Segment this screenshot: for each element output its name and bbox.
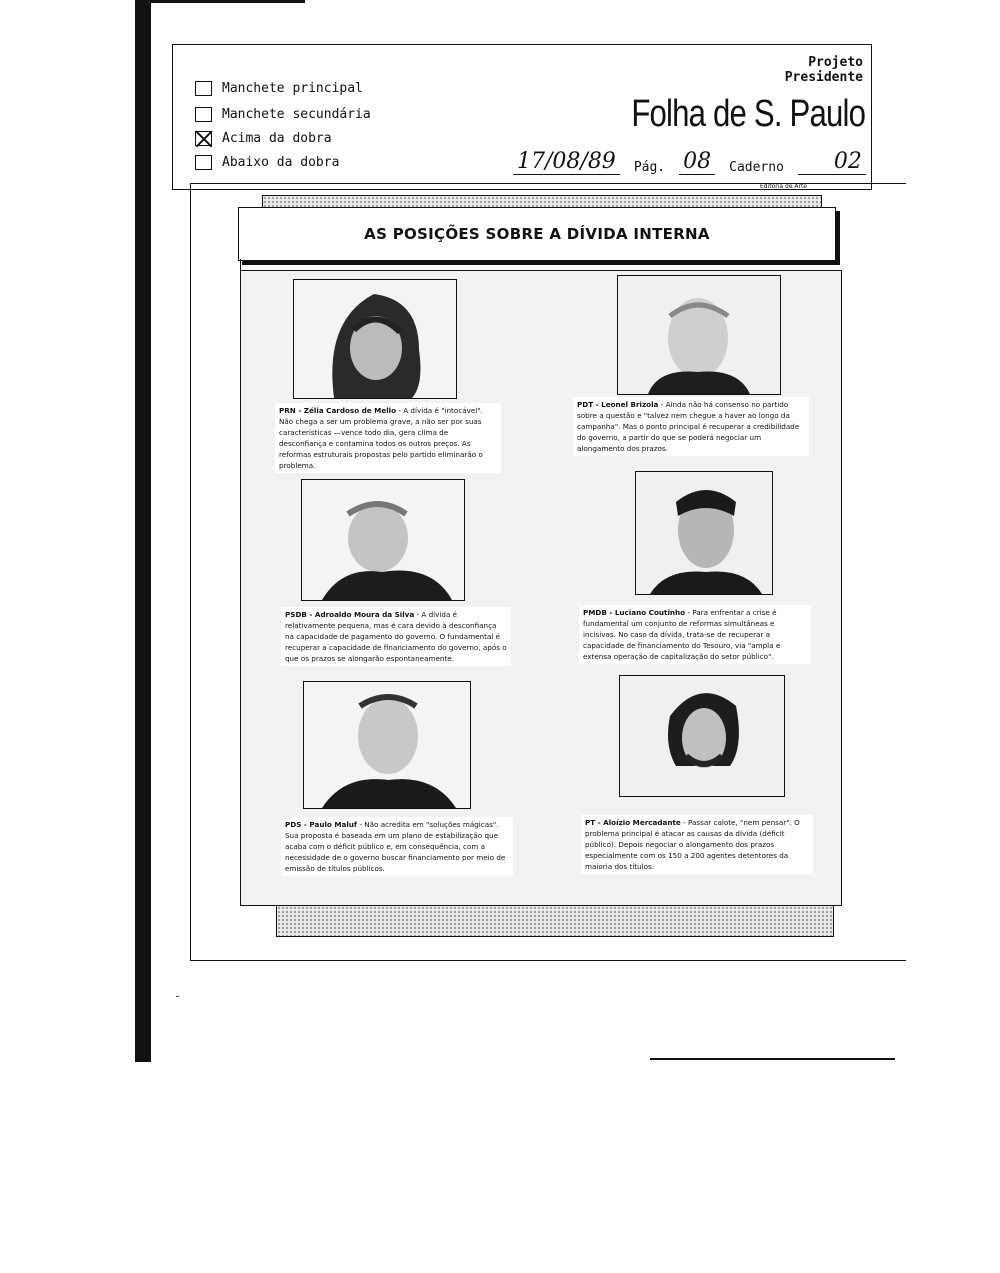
checkbox-label: Manchete principal [222, 81, 363, 96]
portrait-brizola-photo [617, 275, 781, 395]
caption-pdt [573, 397, 809, 456]
newspaper-name: Folha de S. Paulo [631, 93, 865, 135]
checkbox-label: Acima da dobra [222, 131, 332, 146]
scan-speck [176, 996, 179, 997]
checkbox-acima-da-dobra[interactable] [195, 131, 332, 146]
portrait-mercadante-photo [619, 675, 785, 797]
top-edge-rule [135, 0, 305, 3]
checkbox-abaixo-da-dobra[interactable] [195, 155, 339, 170]
article-panel [240, 270, 842, 906]
checkbox-label: Abaixo da dobra [222, 155, 340, 170]
portrait-maluf-photo [303, 681, 471, 809]
checkbox-manchete-secundaria[interactable] [195, 107, 371, 122]
portrait-zelia-photo [293, 279, 457, 399]
stipple-band-bottom [276, 905, 834, 937]
caption-text: - A dívida é "intocável". Não chega a ser um problema grave, a não ser por suas características —vence todo dia, gera clima de desconfiança e contamina todos os outros preços. As reformas estruturais propostas pelo partido eliminarão o problema. [279, 406, 483, 470]
checkbox-box[interactable] [195, 155, 212, 170]
scan-left-edge-bar [135, 0, 151, 1062]
bottom-edge-rule [650, 1058, 895, 1060]
article-title: AS POSIÇÕES SOBRE A DÍVIDA INTERNA [238, 207, 836, 261]
caption-party: PT - Aloízio Mercadante [585, 818, 681, 827]
page-label: Pág. [633, 160, 666, 175]
portrait-icon [302, 480, 464, 600]
art-credit: Editoria de Arte [760, 183, 808, 190]
checkbox-box-checked[interactable] [195, 131, 212, 146]
portrait-icon [636, 472, 772, 594]
portrait-icon [304, 682, 470, 808]
checkbox-box[interactable] [195, 81, 212, 96]
checkbox-box[interactable] [195, 107, 212, 122]
caption-text: - Não acredita em "soluções mágicas". Sua proposta é baseada em um plano de estabilização que acaba com o déficit público e, em consequência, com a necessidade de o governo buscar financiamento por meio de emissão de títulos públicos. [285, 820, 506, 873]
caption-prn [275, 403, 501, 473]
caption-psdb [281, 607, 511, 666]
checkbox-label: Manchete secundária [222, 107, 371, 122]
caption-text: - Ainda não há consenso no partido sobre a questão e "talvez nem chegue a haver ao longo da campanha". Mas o ponto principal é recuperar a credibilidade do governo, a partir do que se poderá negociar um alongamento dos prazos. [577, 400, 800, 453]
portrait-icon [620, 676, 784, 796]
caption-party: PSDB - Adroaldo Moura da Silva [285, 610, 415, 619]
caption-party: PDT - Leonel Brizola [577, 400, 659, 409]
page-value: 08 [679, 149, 715, 175]
caption-pds [281, 817, 513, 876]
caption-text: - A dívida é relativamente pequena, mas é cara devido à desconfiança na capacidade de pagamento do governo. O fundamental é recuperar a capacidade de financiamento do governo, após o que os prazos se alongarão espontaneamente. [285, 610, 507, 663]
portrait-icon [618, 276, 780, 394]
clipping-header [172, 44, 872, 190]
section-label: Caderno [729, 160, 784, 175]
portrait-adroaldo-photo [301, 479, 465, 601]
clipping-meta [513, 149, 866, 175]
caption-text: - Para enfrentar a crise é fundamental um conjunto de reformas simultâneas e incisivas. No caso da dívida, trata-se de recuperar a capacidade de financiamento do Tesouro, via "ampla e extensa operação de capitalização do setor público". [583, 608, 781, 661]
caption-party: PRN - Zélia Cardoso de Mello [279, 406, 397, 415]
project-line-1: Projeto [808, 55, 863, 70]
caption-text: - Passar calote, "nem pensar". O problema principal é atacar as causas da dívida (déficit público). Depois negociar o alongamento dos prazos especialmente com os 150 a 200 agentes detentores da maioria dos títulos. [585, 818, 800, 871]
portrait-icon [294, 280, 456, 398]
checkbox-manchete-principal[interactable] [195, 81, 363, 96]
portrait-coutinho-photo [635, 471, 773, 595]
caption-party: PDS - Paulo Maluf [285, 820, 358, 829]
date-value: 17/08/89 [513, 149, 620, 175]
caption-party: PMDB - Luciano Coutinho [583, 608, 686, 617]
project-line-2: Presidente [784, 70, 863, 85]
caption-pt [581, 815, 813, 874]
project-label [785, 55, 863, 85]
section-value: 02 [798, 149, 866, 175]
caption-pmdb [579, 605, 811, 664]
